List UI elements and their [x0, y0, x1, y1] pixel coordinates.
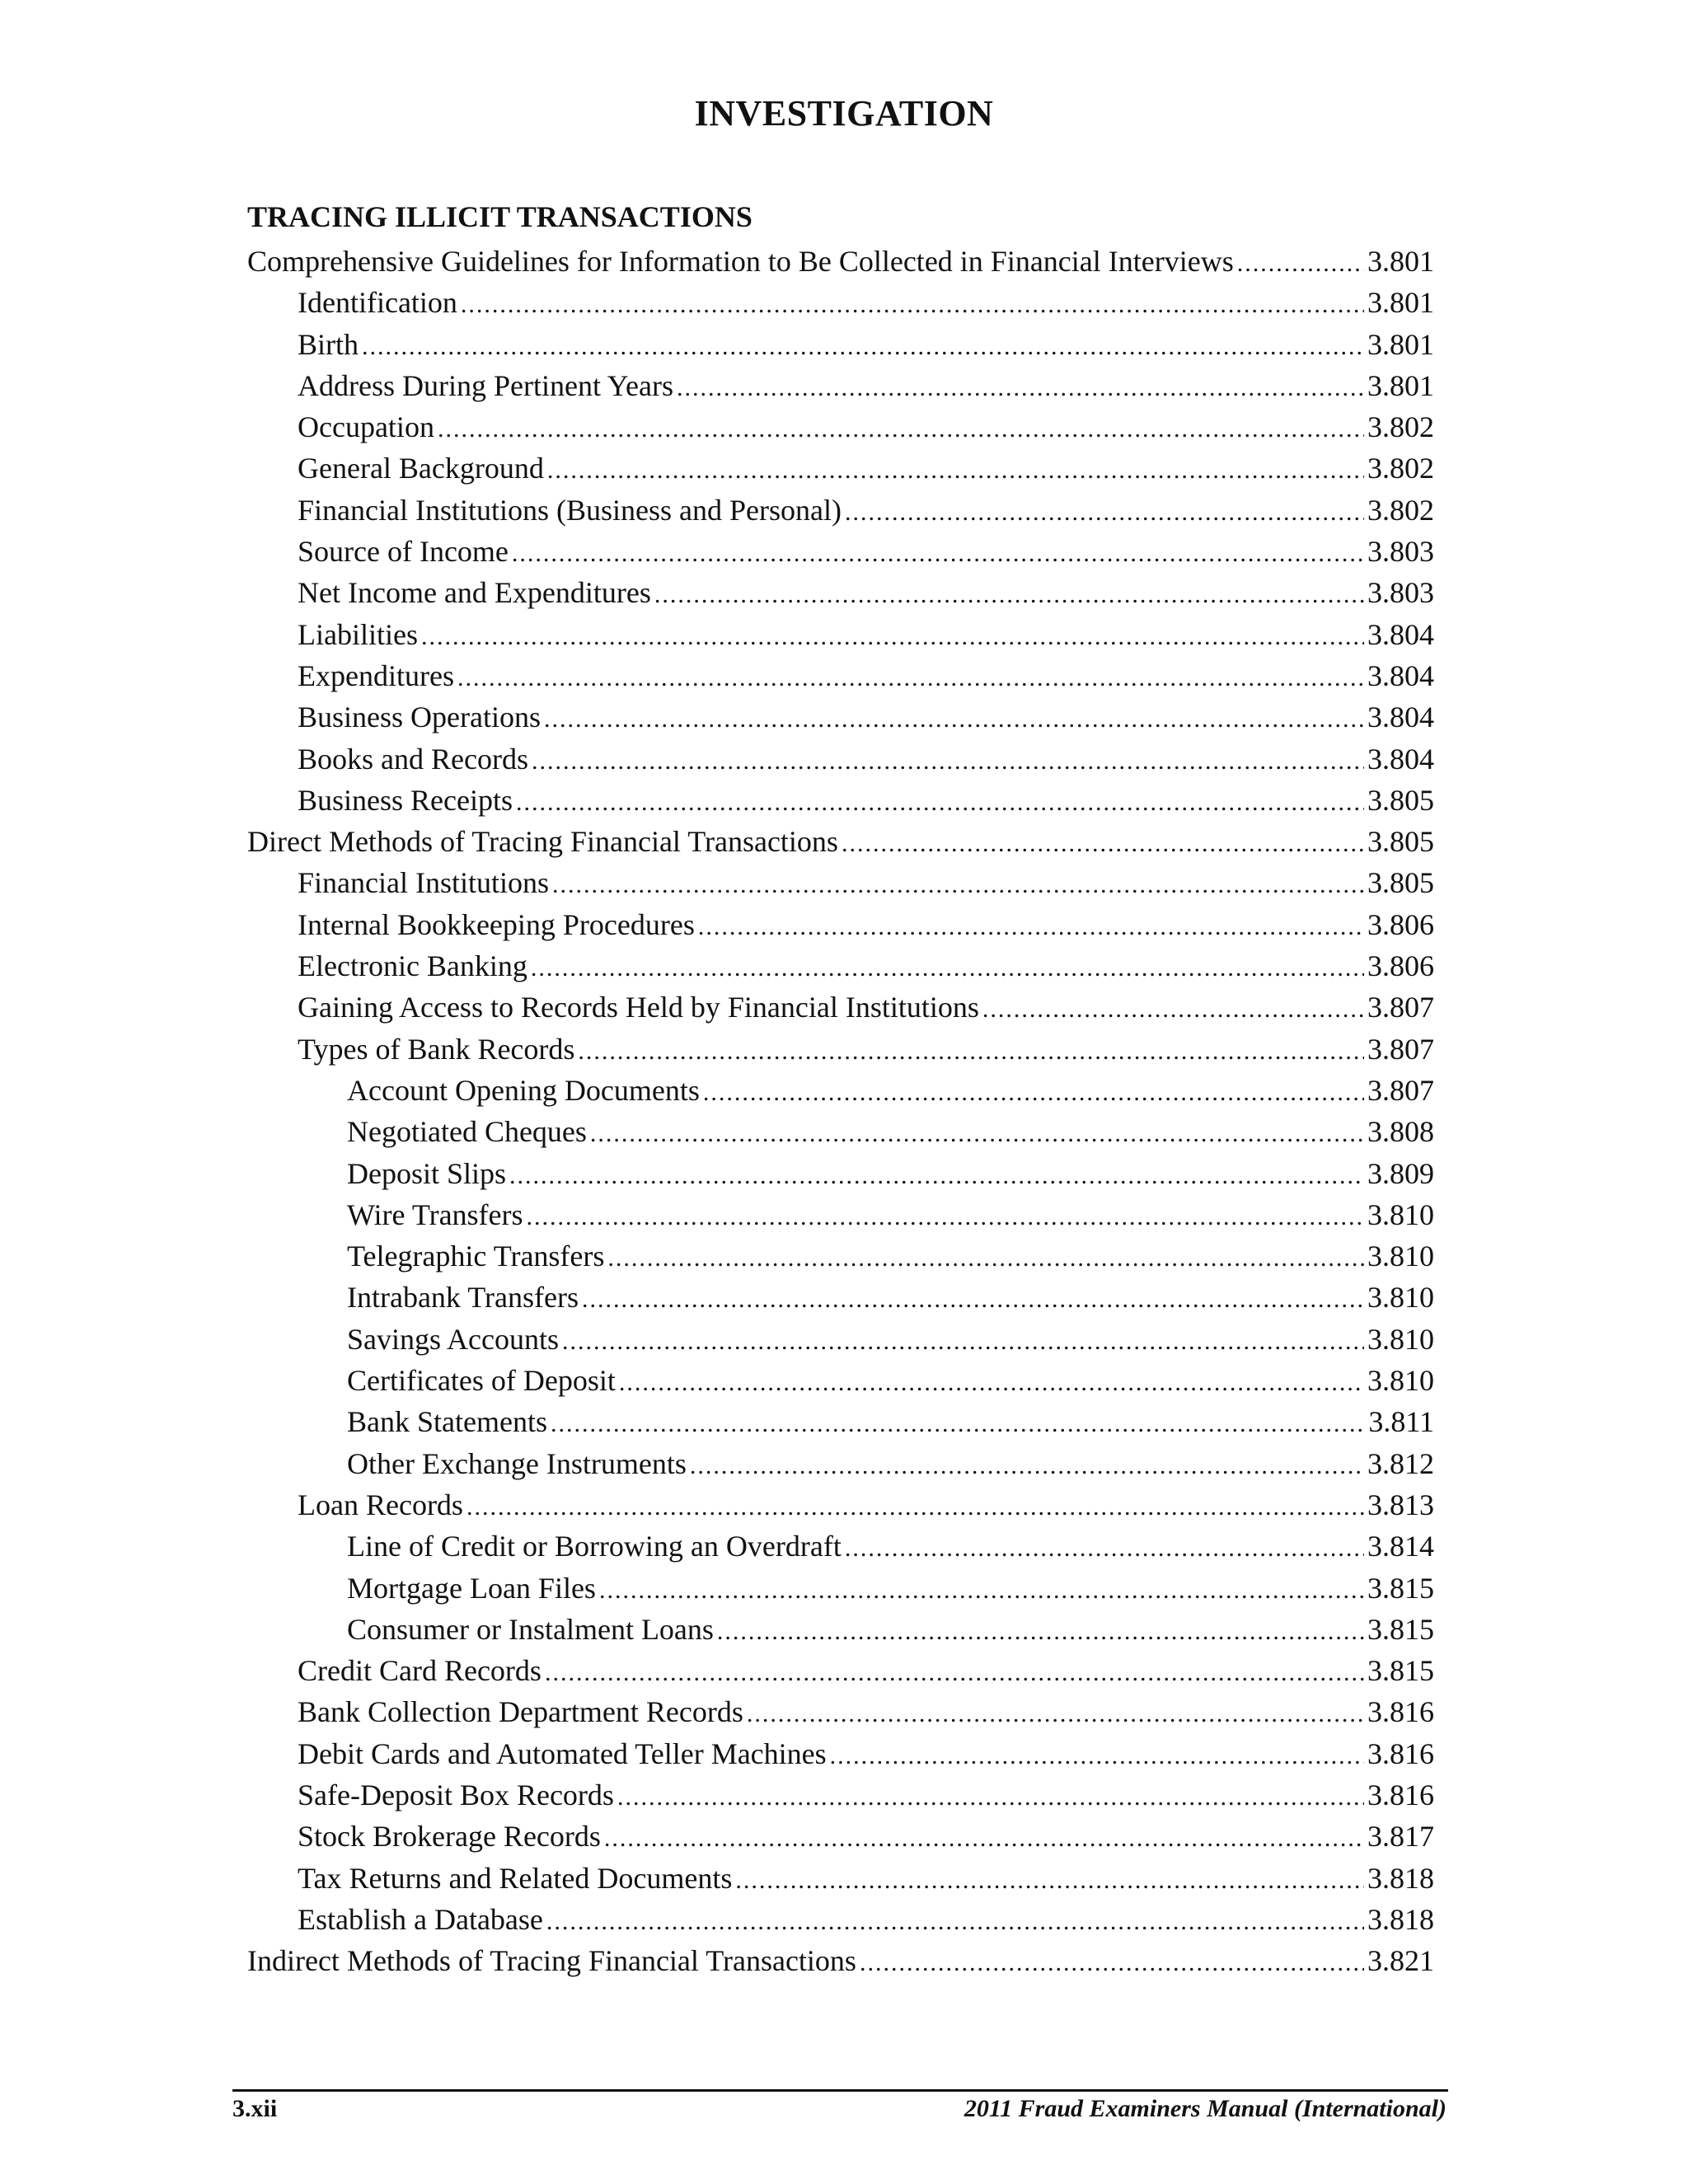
- toc-entry-title: Stock Brokerage Records: [298, 1820, 601, 1854]
- footer-divider: [232, 2089, 1448, 2092]
- toc-entry-page: 3.815: [1367, 1612, 1434, 1646]
- toc-entry: [247, 1319, 1434, 1360]
- toc-entry-title: General Background: [298, 452, 544, 485]
- toc-entry: [247, 1070, 1434, 1111]
- toc-entry: [247, 1609, 1434, 1650]
- toc-entry: [247, 1029, 1434, 1070]
- toc-entry: [247, 448, 1434, 489]
- toc-entry-title: Loan Records: [298, 1488, 463, 1521]
- toc-entry: [247, 572, 1434, 613]
- toc-dot-leader: [703, 1072, 1364, 1113]
- toc-entry-title: Electronic Banking: [298, 949, 528, 983]
- footer-page-number: 3.xii: [232, 2095, 278, 2122]
- toc-entry: [247, 406, 1434, 448]
- toc-dot-leader: [527, 1197, 1364, 1238]
- toc-dot-leader: [551, 1404, 1365, 1445]
- toc-entry-title: Books and Records: [298, 742, 528, 776]
- toc-entry: [247, 1235, 1434, 1277]
- toc-entry-title: Line of Credit or Borrowing an Overdraft: [347, 1530, 842, 1563]
- toc-entry: [247, 1774, 1434, 1816]
- toc-entry-title: Financial Institutions (Business and Personal): [298, 493, 842, 527]
- toc-dot-leader: [607, 1238, 1364, 1279]
- toc-entry: [247, 821, 1434, 862]
- toc-entry-page: 3.811: [1368, 1405, 1434, 1439]
- toc-entry: [247, 1568, 1434, 1609]
- section-heading: TRACING ILLICIT TRANSACTIONS: [247, 200, 753, 233]
- toc-entry: [247, 531, 1434, 572]
- toc-entry: [247, 1733, 1434, 1774]
- toc-entry-title: Consumer or Instalment Loans: [347, 1612, 714, 1646]
- toc-dot-leader: [747, 1694, 1364, 1735]
- toc-dot-leader: [617, 1777, 1364, 1818]
- toc-entry: [247, 1194, 1434, 1235]
- toc-entry: [247, 324, 1434, 365]
- toc-entry-title: Internal Bookkeeping Procedures: [298, 907, 695, 941]
- toc-entry-title: Net Income and Expenditures: [298, 576, 651, 610]
- toc-entry-page: 3.805: [1367, 825, 1434, 859]
- toc-entry-page: 3.807: [1367, 1073, 1434, 1107]
- toc-entry-title: Liabilities: [298, 617, 418, 651]
- footer-publication-title: 2011 Fraud Examiners Manual (International): [964, 2095, 1447, 2122]
- toc-entry: [247, 1443, 1434, 1484]
- toc-entry: [247, 1691, 1434, 1732]
- toc-entry-page: 3.810: [1367, 1281, 1434, 1315]
- toc-dot-leader: [860, 1943, 1364, 1984]
- toc-entry-page: 3.801: [1367, 245, 1434, 278]
- toc-dot-leader: [582, 1279, 1364, 1320]
- toc-dot-leader: [845, 492, 1364, 533]
- toc-entry-page: 3.807: [1367, 991, 1434, 1024]
- toc-dot-leader: [677, 368, 1364, 409]
- toc-entry: [247, 1940, 1434, 1981]
- toc-entry-title: Business Receipts: [298, 783, 513, 817]
- toc-entry: [247, 655, 1434, 696]
- toc-dot-leader: [619, 1362, 1364, 1404]
- toc-entry-page: 3.801: [1367, 368, 1434, 402]
- toc-entry-page: 3.814: [1367, 1530, 1434, 1563]
- toc-entry-page: 3.801: [1367, 327, 1434, 361]
- toc-entry-title: Debit Cards and Automated Teller Machines: [298, 1736, 827, 1770]
- toc-entry: [247, 987, 1434, 1028]
- toc-entry-title: Other Exchange Instruments: [347, 1446, 687, 1480]
- toc-entry-title: Address During Pertinent Years: [298, 368, 673, 402]
- toc-entry-page: 3.803: [1367, 576, 1434, 610]
- toc-entry-title: Savings Accounts: [347, 1322, 559, 1356]
- toc-entry-title: Types of Bank Records: [298, 1032, 575, 1066]
- toc-entry-title: Safe-Deposit Box Records: [298, 1778, 614, 1811]
- toc-dot-leader: [362, 326, 1364, 368]
- toc-dot-leader: [654, 574, 1364, 616]
- toc-entry-page: 3.818: [1367, 1861, 1434, 1895]
- toc-entry: [247, 1899, 1434, 1940]
- toc-dot-leader: [717, 1611, 1364, 1652]
- toc-entry-title: Indirect Methods of Tracing Financial Transactions: [247, 1944, 856, 1978]
- toc-entry-page: 3.804: [1367, 701, 1434, 734]
- toc-entry-title: Negotiated Cheques: [347, 1115, 587, 1149]
- toc-entry-title: Wire Transfers: [347, 1197, 523, 1231]
- toc-entry-title: Account Opening Documents: [347, 1073, 700, 1107]
- toc-entry-title: Direct Methods of Tracing Financial Transactions: [247, 825, 838, 859]
- toc-entry: [247, 490, 1434, 531]
- toc-entry-page: 3.810: [1367, 1322, 1434, 1356]
- toc-entry-page: 3.804: [1367, 617, 1434, 651]
- toc-entry: [247, 780, 1434, 821]
- toc-dot-leader: [512, 533, 1364, 574]
- toc-dot-leader: [467, 1487, 1364, 1528]
- toc-entry-title: Gaining Access to Records Held by Financial Institutions: [298, 991, 979, 1024]
- toc-dot-leader: [690, 1446, 1364, 1487]
- toc-dot-leader: [982, 989, 1364, 1030]
- toc-entry-title: Financial Institutions: [298, 866, 549, 900]
- toc-entry-page: 3.805: [1367, 866, 1434, 900]
- toc-entry-page: 3.802: [1367, 410, 1434, 444]
- toc-entry-page: 3.816: [1367, 1736, 1434, 1770]
- toc-entry: [247, 1401, 1434, 1442]
- toc-entry-title: Intrabank Transfers: [347, 1281, 579, 1315]
- toc-entry-title: Bank Collection Department Records: [298, 1695, 743, 1729]
- toc-entry: [247, 945, 1434, 987]
- table-of-contents: [247, 241, 1434, 1981]
- toc-entry-title: Mortgage Loan Files: [347, 1571, 596, 1605]
- toc-entry: [247, 1484, 1434, 1526]
- toc-entry-title: Business Operations: [298, 701, 541, 734]
- toc-entry-title: Tax Returns and Related Documents: [298, 1861, 733, 1895]
- toc-entry: [247, 1277, 1434, 1318]
- toc-entry-title: Bank Statements: [347, 1405, 547, 1439]
- toc-dot-leader: [509, 1155, 1364, 1197]
- toc-entry-page: 3.816: [1367, 1778, 1434, 1811]
- toc-entry-page: 3.802: [1367, 452, 1434, 485]
- toc-dot-leader: [516, 782, 1364, 823]
- toc-dot-leader: [578, 1031, 1364, 1072]
- toc-entry-page: 3.810: [1367, 1197, 1434, 1231]
- toc-entry-page: 3.802: [1367, 493, 1434, 527]
- page-title: INVESTIGATION: [694, 93, 994, 134]
- toc-dot-leader: [562, 1321, 1364, 1362]
- toc-entry-page: 3.803: [1367, 535, 1434, 569]
- toc-entry-page: 3.810: [1367, 1364, 1434, 1398]
- toc-entry-page: 3.801: [1367, 286, 1434, 320]
- toc-dot-leader: [1237, 243, 1364, 284]
- toc-entry-page: 3.810: [1367, 1240, 1434, 1273]
- toc-entry-title: Deposit Slips: [347, 1156, 507, 1190]
- toc-dot-leader: [461, 284, 1364, 326]
- toc-dot-leader: [547, 450, 1364, 491]
- toc-entry: [247, 904, 1434, 945]
- toc-entry-page: 3.812: [1367, 1446, 1434, 1480]
- toc-dot-leader: [735, 1860, 1364, 1901]
- toc-entry-title: Birth: [298, 327, 359, 361]
- toc-entry-page: 3.809: [1367, 1156, 1434, 1190]
- toc-entry: [247, 1526, 1434, 1567]
- toc-dot-leader: [845, 1528, 1364, 1569]
- toc-dot-leader: [546, 1901, 1364, 1943]
- toc-entry: [247, 1858, 1434, 1899]
- toc-dot-leader: [457, 658, 1364, 699]
- toc-entry-title: Identification: [298, 286, 457, 320]
- toc-entry-title: Certificates of Deposit: [347, 1364, 616, 1398]
- toc-entry-page: 3.816: [1367, 1695, 1434, 1729]
- toc-entry-title: Comprehensive Guidelines for Information to Be Collected in Financial Interviews: [247, 245, 1234, 278]
- toc-entry-page: 3.815: [1367, 1571, 1434, 1605]
- toc-entry-page: 3.821: [1367, 1944, 1434, 1978]
- toc-entry: [247, 696, 1434, 738]
- toc-entry: [247, 365, 1434, 406]
- toc-entry-page: 3.807: [1367, 1032, 1434, 1066]
- toc-entry: [247, 1816, 1434, 1857]
- toc-entry: [247, 1650, 1434, 1691]
- toc-entry: [247, 614, 1434, 655]
- toc-dot-leader: [604, 1818, 1364, 1859]
- toc-entry-page: 3.818: [1367, 1902, 1434, 1936]
- toc-entry-title: Credit Card Records: [298, 1654, 542, 1688]
- toc-entry: [247, 1153, 1434, 1194]
- toc-entry: [247, 1111, 1434, 1152]
- toc-dot-leader: [421, 616, 1364, 658]
- toc-entry-page: 3.804: [1367, 742, 1434, 776]
- toc-dot-leader: [438, 409, 1364, 450]
- toc-entry: [247, 241, 1434, 282]
- toc-dot-leader: [544, 699, 1364, 740]
- toc-entry-page: 3.813: [1367, 1488, 1434, 1521]
- toc-dot-leader: [531, 948, 1364, 989]
- toc-dot-leader: [842, 823, 1364, 865]
- toc-entry-title: Occupation: [298, 410, 434, 444]
- toc-entry-title: Expenditures: [298, 658, 454, 692]
- toc-entry-page: 3.815: [1367, 1654, 1434, 1688]
- toc-entry-title: Telegraphic Transfers: [347, 1240, 605, 1273]
- toc-dot-leader: [830, 1736, 1364, 1777]
- toc-entry-page: 3.804: [1367, 658, 1434, 692]
- toc-dot-leader: [698, 907, 1364, 948]
- toc-dot-leader: [552, 865, 1364, 906]
- toc-entry-page: 3.806: [1367, 949, 1434, 983]
- toc-entry-title: Establish a Database: [298, 1902, 543, 1936]
- toc-entry-page: 3.806: [1367, 907, 1434, 941]
- toc-entry: [247, 1360, 1434, 1401]
- toc-entry-page: 3.817: [1367, 1820, 1434, 1854]
- toc-entry: [247, 738, 1434, 780]
- toc-entry-title: Source of Income: [298, 535, 509, 569]
- toc-entry: [247, 862, 1434, 903]
- toc-entry-page: 3.808: [1367, 1115, 1434, 1149]
- toc-dot-leader: [545, 1652, 1364, 1694]
- toc-entry: [247, 282, 1434, 323]
- toc-dot-leader: [532, 741, 1364, 782]
- toc-dot-leader: [599, 1570, 1364, 1611]
- toc-entry-page: 3.805: [1367, 783, 1434, 817]
- toc-dot-leader: [590, 1113, 1364, 1155]
